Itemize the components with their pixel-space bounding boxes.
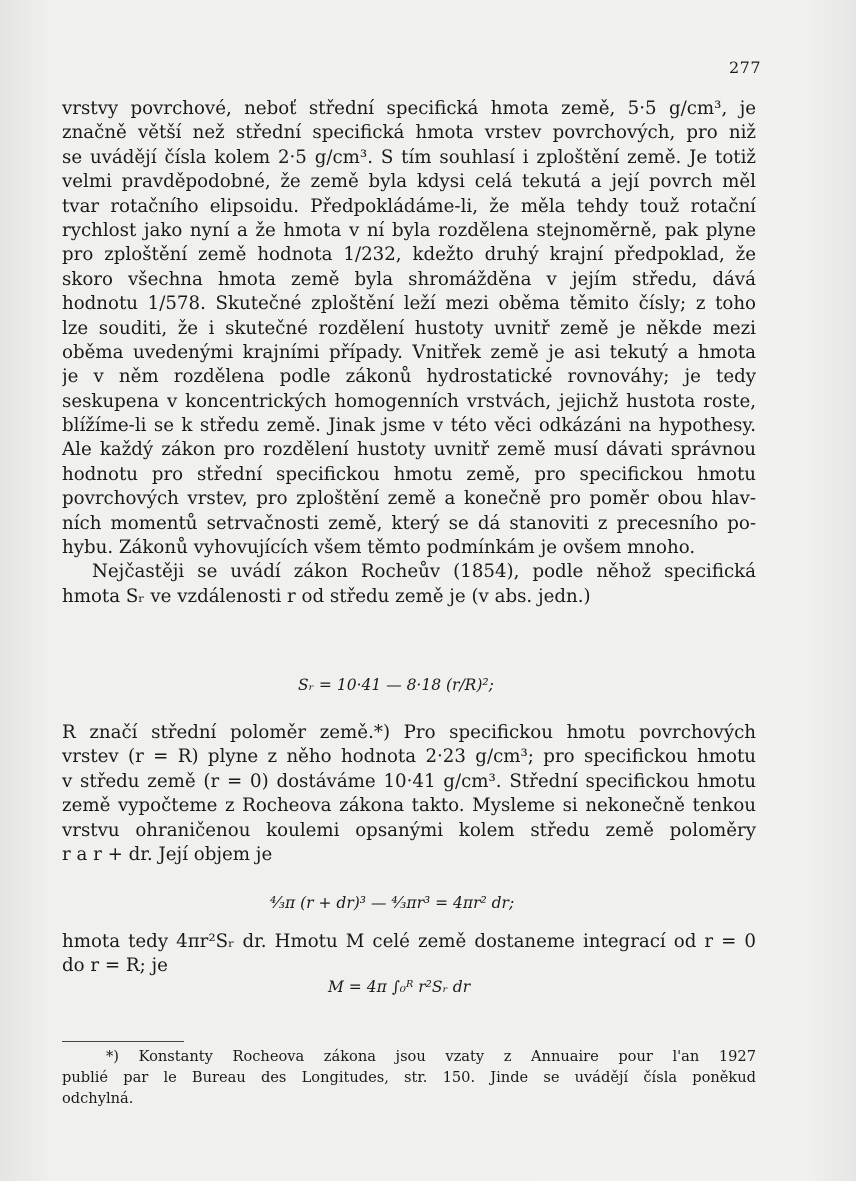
text-line: pro zploštění země hodnota 1/232, kdežto druhý krajní předpoklad, že <box>62 244 756 266</box>
text-line: povrchových vrstev, pro zploštění země a konečně pro poměr obou hlav- <box>62 488 756 510</box>
text-line: hmota Sᵣ ve vzdálenosti r od středu země je (v abs. jedn.) <box>62 585 591 607</box>
text-line: seskupena v koncentrických homogenních vrstvách, jejichž hustota roste, <box>62 390 756 412</box>
text-line: Ale každý zákon pro rozdělení hustoty uvnitř země musí dávati správnou <box>62 439 756 461</box>
text-line: vrstvu ohraničenou koulemi opsanými kolem středu země poloměry <box>62 819 756 841</box>
footnote-line: *) Konstanty Rocheova zákona jsou vzaty z Annuaire pour l'an 1927 <box>106 1048 756 1065</box>
footnote-line: odchylná. <box>62 1090 134 1107</box>
text-line: R značí střední poloměr země.*) Pro specifickou hmotu povrchových <box>62 722 756 743</box>
text-line: vrstev (r = R) plyne z něho hodnota 2·23 g/cm³; pro specifickou hmotu <box>62 746 756 768</box>
page-number: 277 <box>729 58 762 77</box>
text-line: v středu země (r = 0) dostáváme 10·41 g/cm³. Střední specifickou hmotu <box>62 770 756 792</box>
footnote <box>62 1046 756 1109</box>
text-line: hybu. Zákonů vyhovujících všem těmto podmínkám je ovšem mnoho. <box>62 537 696 559</box>
text-line: hodnotu pro střední specifickou hmotu země, pro specifickou hmotu <box>62 463 756 485</box>
text-line: velmi pravděpodobné, že země byla kdysi celá tekutá a její povrch měl <box>62 171 756 193</box>
formula-mass-integral: M = 4π ∫₀ᴿ r²Sᵣ dr <box>328 978 471 996</box>
text-line: značně větší než střední specifická hmota vrstev povrchových, pro niž <box>62 122 756 144</box>
text-line: tvar rotačního elipsoidu. Předpokládáme-li, že měla tehdy touž rotační <box>62 195 756 217</box>
text-line: vrstvy povrchové, neboť střední specifická hmota země, 5·5 g/cm³, je <box>62 98 756 119</box>
text-line: skoro všechna hmota země byla shromážděna v jejím středu, dává <box>62 268 756 290</box>
main-text-continued <box>62 721 756 867</box>
formula-rocheův-law: Sᵣ = 10·41 — 8·18 (r/R)²; <box>298 676 494 694</box>
footnote-line: publié par le Bureau des Longitudes, str. 150. Jinde se uvádějí čísla poněkud <box>62 1069 756 1086</box>
text-line: rychlost jako nyní a že hmota v ní byla rozdělena stejnoměrně, pak plyne <box>62 219 756 241</box>
text-line: je v něm rozdělena podle zákonů hydrostatické rovnováhy; je tedy <box>62 366 756 388</box>
text-line: ních momentů setrvačnosti země, který se dá stanoviti z precesního po- <box>62 512 756 534</box>
text-line: se uvádějí čísla kolem 2·5 g/cm³. S tím souhlasí i zploštění země. Je totiž <box>62 146 756 168</box>
main-text-final <box>62 930 756 979</box>
text-line: r a r + dr. Její objem je <box>62 843 273 865</box>
text-line: hodnotu 1/578. Skutečné zploštění leží mezi oběma těmito čísly; z toho <box>62 293 756 315</box>
main-text <box>62 97 756 609</box>
text-line: lze souditi, že i skutečné rozdělení hustoty uvnitř země je někde mezi <box>62 317 756 339</box>
footnote-divider <box>62 1041 184 1042</box>
text-line: hmota tedy 4πr²Sᵣ dr. Hmotu M celé země dostaneme integrací od r = 0 <box>62 931 756 952</box>
text-line: Nejčastěji se uvádí zákon Rocheův (1854), podle něhož specifická <box>92 561 756 583</box>
formula-shell-volume: ⁴⁄₃π (r + dr)³ — ⁴⁄₃πr³ = 4πr² dr; <box>270 894 515 912</box>
text-line: do r = R; je <box>62 955 168 977</box>
text-line: blížíme-li se k středu země. Jinak jsme v této věci odkázáni na hypothesy. <box>62 415 756 437</box>
text-line: země vypočteme z Rocheova zákona takto. Mysleme si nekonečně tenkou <box>62 795 756 817</box>
text-line: oběma uvedenými krajními případy. Vnitřek země je asi tekutý a hmota <box>62 341 756 363</box>
